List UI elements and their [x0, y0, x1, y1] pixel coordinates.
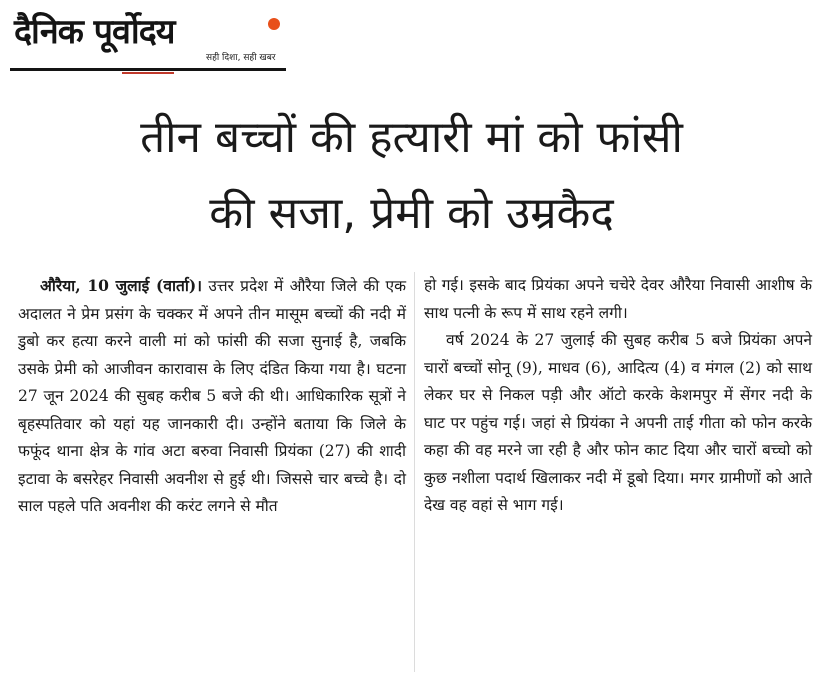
headline [0, 100, 823, 252]
masthead [10, 8, 290, 72]
article-paragraph [18, 272, 406, 521]
masthead-accent-rule [122, 72, 174, 74]
article-paragraph: वर्ष 2024 के 27 जुलाई की सुबह करीब 5 बजे प्रियंका अपने चारों बच्चों सोनू (9), माधव (6), आदित्य (4) व मंगल (2) को साथ लेकर घर से निकल पड़ी और ऑटो करके केशमपुर में सेंगर नदी के घाट पर पहुंच गई। जहां से प्रियंका ने अपनी ताई गीता को फोन करके कहा की वह मरने जा रही है और फोन काट दिया और चारों बच्चो को कुछ नशीला पदार्थ खिलाकर नदी में डूबो दिया। मगर ग्रामीणों को आते देख वह वहां से भाग गई। [424, 331, 812, 514]
newspaper-logo: दैनिक पूर्वोदय [14, 12, 175, 52]
logo-dot-icon [268, 18, 280, 30]
article-column-left [18, 272, 406, 521]
article-left-body: उत्तर प्रदेश में औरैया जिले की एक अदालत ने प्रेम प्रसंग के चक्कर में अपने तीन मासूम बच्चों की नदी में डुबो कर हत्या करने वाली मां को फांसी की सजा सुनाई है, जबकि उसके प्रेमी को आजीवन कारावास के लिए दंडित किया गया है। घटना 27 जून 2024 की सुबह करीब 5 बजे की थी। आधिकारिक सूत्रों ने बृहस्पतिवार को यहां यह जानकारी दी। उन्होंने बताया कि जिले के फफूंद थाना क्षेत्र के गांव अटा बरुवा निवासी प्रियंका (27) की शादी इटावा के बसरेहर निवासी अवनीश से हुई थी। जिससे चार बच्चे है। दो साल पहले पति अवनीश की करंट लगने से मौत [18, 277, 407, 515]
headline-line-2: की सजा, प्रेमी को उम्रकैद [209, 188, 614, 239]
masthead-tagline: सही दिशा, सही खबर [206, 53, 276, 63]
masthead-rule [10, 68, 286, 71]
headline-line-1: तीन बच्चों की हत्यारी मां को फांसी [140, 112, 683, 163]
article-paragraph: हो गई। इसके बाद प्रियंका अपने चचेरे देवर औरैया निवासी आशीष के साथ पत्नी के रूप में साथ रहने लगी। [424, 276, 812, 322]
dateline: औरैया, 10 जुलाई (वार्ता)। [40, 276, 203, 295]
column-divider [414, 272, 415, 672]
article-column-right [424, 272, 812, 520]
